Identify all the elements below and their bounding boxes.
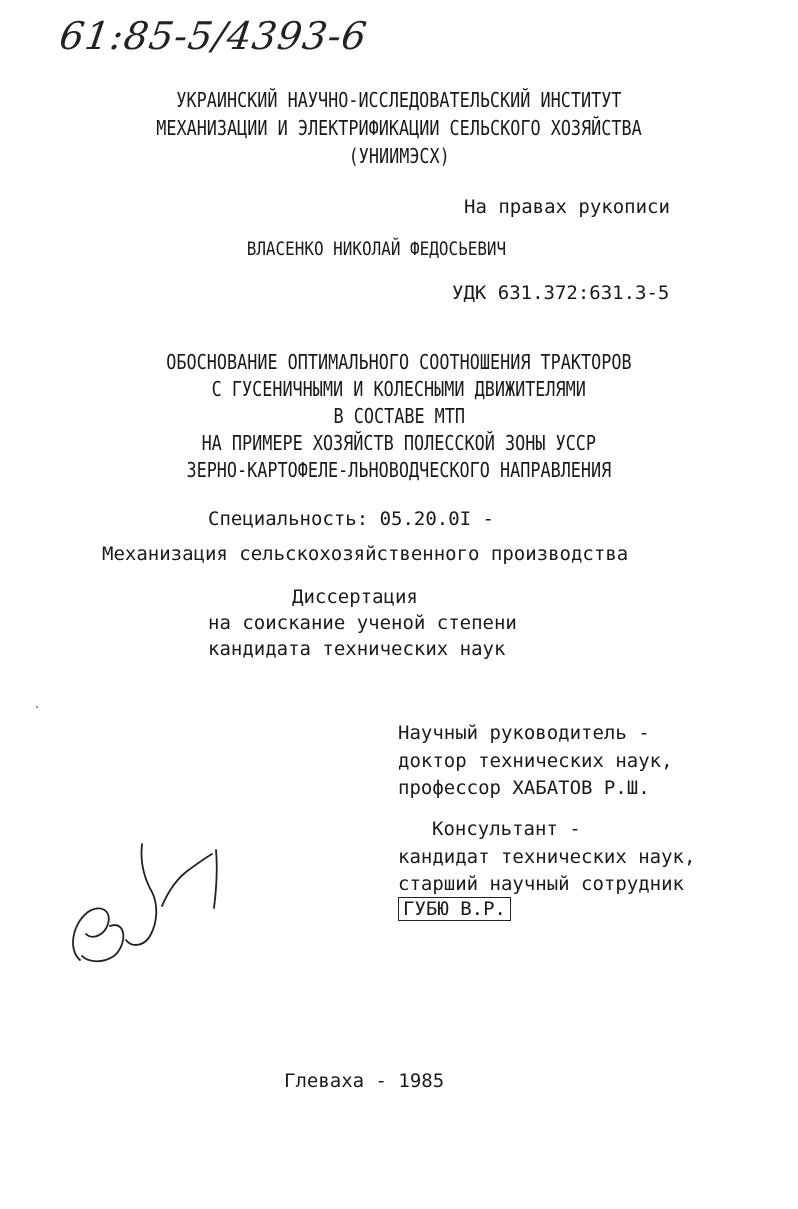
institute-line-1: УКРАИНСКИЙ НАУЧНО-ИССЛЕДОВАТЕЛЬСКИЙ ИНСТИТУТ — [176, 88, 622, 112]
degree-line-2: на соискание ученой степени — [208, 612, 517, 634]
signature-stroke-2 — [126, 844, 156, 945]
specialty-label: Специальность: 05.20.0I - — [208, 508, 494, 530]
title-line-4: НА ПРИМЕРЕ ХОЗЯЙСТВ ПОЛЕССКОЙ ЗОНЫ УССР — [201, 431, 597, 455]
supervisor-line-1: Научный руководитель - — [398, 722, 650, 744]
institute-line-2: МЕХАНИЗАЦИИ И ЭЛЕКТРИФИКАЦИИ СЕЛЬСКОГО ХОЗЯЙСТВА — [156, 116, 642, 140]
title-line-5: ЗЕРНО-КАРТОФЕЛЕ-ЛЬНОВОДЧЕСКОГО НАПРАВЛЕНИЯ — [186, 458, 612, 482]
consultant-name — [398, 898, 511, 920]
handwritten-catalog-number: 61:85-5/4393-6 — [56, 14, 371, 58]
consultant-line-3: старший научный сотрудник — [398, 873, 684, 895]
signature-stroke-3 — [162, 850, 217, 908]
supervisor-line-2: доктор технических наук, — [398, 750, 673, 772]
title-line-2: С ГУСЕНИЧНЫМИ И КОЛЕСНЫМИ ДВИЖИТЕЛЯМИ — [211, 377, 587, 401]
udc-code: УДК 631.372:631.3-5 — [452, 282, 670, 304]
signature-image — [66, 832, 256, 972]
title-line-1: ОБОСНОВАНИЕ ОПТИМАЛЬНОГО СООТНОШЕНИЯ ТРАКТОРОВ — [166, 350, 632, 374]
degree-line-1: Диссертация — [292, 586, 418, 608]
consultant-name-box: ГУБЮ В.Р. — [398, 897, 511, 921]
scan-speck — [36, 706, 38, 708]
title-line-3: В СОСТАВЕ МТП — [333, 404, 465, 428]
manuscript-rights: На правах рукописи — [464, 196, 670, 218]
signature-stroke-1 — [73, 908, 123, 961]
specialty-name: Механизация сельскохозяйственного производства — [102, 543, 629, 565]
consultant-line-1: Консультант - — [432, 818, 581, 840]
supervisor-line-3: профессор ХАБАТОВ Р.Ш. — [398, 777, 650, 799]
institute-abbreviation: (УНИИМЭСХ) — [348, 144, 450, 168]
consultant-line-2: кандидат технических наук, — [398, 846, 696, 868]
place-and-year: Глеваха - 1985 — [284, 1070, 445, 1092]
author-name: ВЛАСЕНКО НИКОЛАЙ ФЕДОСЬЕВИЧ — [246, 238, 507, 260]
degree-line-3: кандидата технических наук — [208, 638, 506, 660]
